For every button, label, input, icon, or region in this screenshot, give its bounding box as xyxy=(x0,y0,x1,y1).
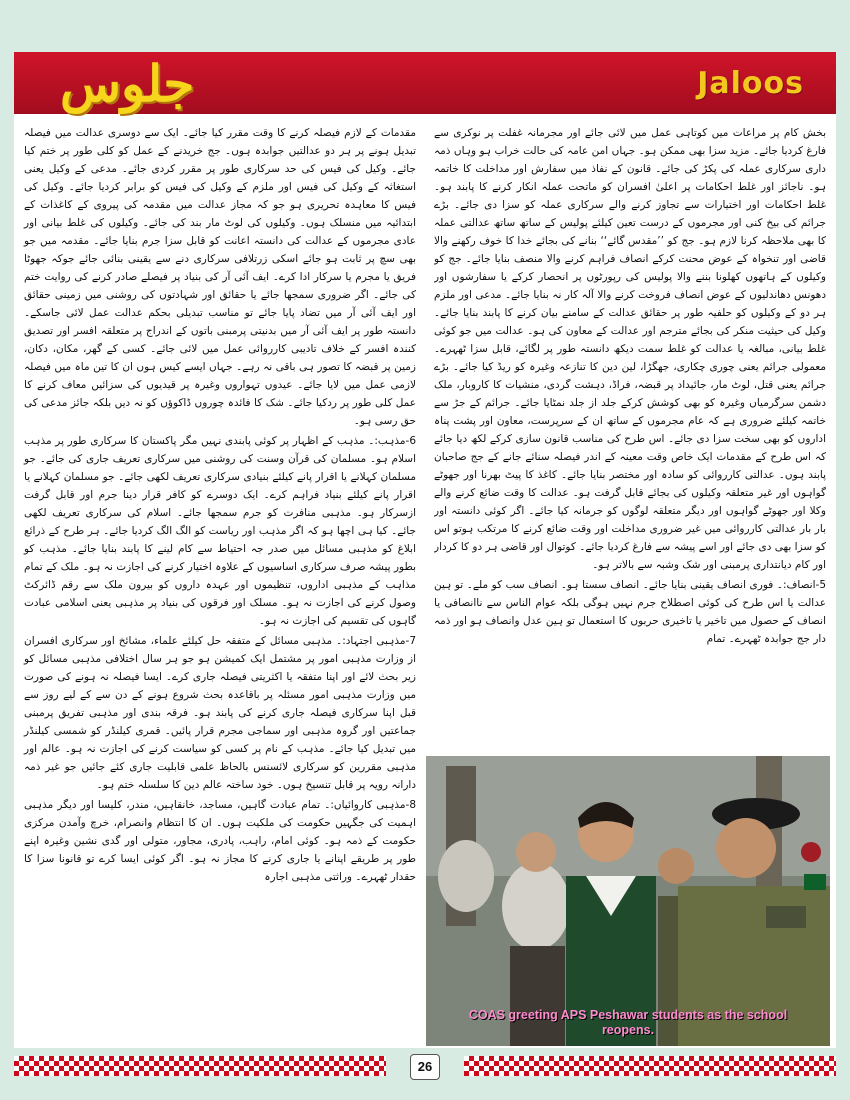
news-photo xyxy=(426,756,830,1046)
paragraph-justice-reforms: بخش کام پر مراعات میں کوتاہی عمل میں لائی جائے اور مجرمانہ غفلت پر نوکری سے فارغ کردیا جائے۔ مزید سزا بھی ممکن ہو۔ جہاں امن عامہ کی حالت خراب ہو وہاں ذمہ داری سرکاری عملہ کی پکڑ کی جائے۔ قانون کے نفاذ میں سفارش اور مداخلت کا خاتمہ ہو۔ ناجائز اور غلط احکامات پر اعلیٰ افسران کو ماتحت عملہ انکار کرنے کا پابند ہو۔ غلط احکامات اور اختیارات سے تجاوز کرنے والے سرکاری عملہ کو سزا دی جائے۔ بڑے جرائم کی بیخ کنی اور مجرموں کے درست تعین کیلئے پولیس کے ساتھ ساتھ عدالتی عملہ کا بھی ملاحظہ کرنا لازم ہو۔ جج کو ’’مقدس گائے‘‘ بنانے کی بجائے خدا کا خوف رکھنے والا قاضی اور تنخواہ کے عوض محنت کرکے انصاف فراہم کرنے والا منصف بنایا جائے۔ جج کو وکیلوں کے ہاتھوں کھلونا بننے والا پولیس کی رپورٹوں پر انحصار کرکے یا سفارشوں اور دھونس دھاندلیوں کے عوض انصاف فروخت کرنے والا آلہ کار نہ بنایا جائے۔ مدعی اور ملزم ہر دو کے وکیلوں کو حلفیہ طور پر حقائق عدالت کے سامنے بیان کرنے کا پابند بنایا جائے۔ وکیل کی حیثیت منکر کی بجائے مترجم اور عدالت کے معاون کی ہو۔ عدالت میں جو کوئی غلط بیانی، مبالغہ یا عدالت کو غلط سمت دیکھ دانستہ طور پر لگائے، قابل سزا ٹھہرے۔ معمولی جرائم یعنی چوری چکاری، جھگڑا، لین دین کا تنازعہ وغیرہ کو ریڈ کیا جائے۔ بڑے جرائم یعنی قتل، لوٹ مار، جائیداد پر قبضہ، فراڈ، دہشت گردی، منشیات کا کاروبار، ملک دشمن سرگرمیاں وغیرہ کو بھی کوشش کرکے جلد از جلد نمٹایا جائے۔ جرائم کے جڑ سے خاتمہ کیلئے ضروری ہے کہ عام مجرموں کے ساتھ ان کے سرپرست، معاون اور پشت پناہ اداروں کو بھی سخت سزا دی جائے۔ اس طرح کی مناسب قانون سازی کرکے لکھ دیا جائے کہ اس طرح کے مقدمات ایک خاص وقت معینہ کے اندر فیصلہ سنائے جانے کے جج صاحبان پابند ہوں۔ عدالتی کارروائی کو سادہ اور مختصر بنایا جائے۔ کاغذ کا پیٹ بھرنا اور جھوٹے گواہوں اور غیر متعلقہ وکیلوں کی بجائے قابل گرفت ہو۔ عدالت کا وقت ضائع کرنے والے وکلا اور جھوٹے گواہوں اور دیگر متعلقہ لوگوں کو جرمانہ کیا جائے۔ اگر کوئی دانستہ اور بار بار عدالتی کارروائی میں غیر ضروری مداخلت اور وقت ضائع کرنے کا مرتکب ہوتو اس کو سزا بھی دی جائے اور اسے پیشہ سے فارغ کردیا جائے۔ کوتوال اور قاضی ہر دو کا کردار اور کام دیانتداری پرمبنی اور شک وشبہ سے بالاتر ہو۔ xyxy=(434,127,826,571)
checker-border-right xyxy=(464,1056,836,1076)
masthead-latin-title: Jaloos xyxy=(697,66,804,101)
page-edge-left xyxy=(0,0,14,1100)
section-religious-ijtihad: 7-مذہبی اجتہاد:۔ مذہبی مسائل کے متفقہ حل کیلئے علماء، مشائخ اور سرکاری افسران از وزارت مذہبی امور پر مشتمل ایک کمیشن ہو جو ہر سال اختلافی مذہبی مسائل کو زیر بحث لائے اور اپنا متفقہ یا اکثریتی فیصلہ جاری کرے۔ ایسا فیصلہ نہ ہونے کی صورت میں وزارت مذہبی امور مسئلہ پر باقاعدہ بحث شروع ہونے کے دن سے کے لیے روز سے قبل اپنا سرکاری فیصلہ جاری کرنے کی پابند ہو۔ فرقہ بندی اور مذہبی تفریق پرمبنی جماعتیں اور گروہ مذہبی اور سماجی مجرم قرار پائیں۔ قمری کیلنڈر کو شمسی کیلنڈر میں تبدیل کیا جائے۔ مذہب کے نام پر کسی کو سیاست کرنے کی اجازت نہ ہو۔ عالم اور مذہبی مقررین کو سرکاری لائسنس بالحاظ علمی قابلیت جاری کئے جائیں جو غیر ذمہ دارانہ رویہ پر قابل تنسیخ ہوں۔ خود ساختہ عالم دین کا سلسلہ ختم ہو۔ xyxy=(24,635,416,791)
page-edge-right xyxy=(836,0,850,1100)
section-justice: 5-انصاف:۔ فوری انصاف یقینی بنایا جائے۔ انصاف سستا ہو۔ انصاف سب کو ملے۔ تو ہین عدالت یا اس طرح کی کوئی اصطلاح جرم نہیں ہوگی بلکہ عوام الناس سے ناانصافی یا انصاف کے حصول میں تاخیر یا تاخیری حربوں کا استعمال تو ہین عدل وانصاف ہو اور ذمہ دار جج جوابدہ ٹھہرے۔ تمام xyxy=(434,579,826,645)
article-column-right xyxy=(434,124,826,750)
masthead-urdu-logo: جلوس xyxy=(60,54,195,113)
section-religious-activities: 8-مذہبی کاروائیاں:۔ تمام عبادت گاہیں، مساجد، خانقاہیں، مندر، کلیسا اور دیگر مذہبی اہمیت کی جگہیں حکومت کی ملکیت ہوں۔ ان کا انتظام وانصرام، خرچ وآمدن مرکزی حکومت کے ذمہ ہو۔ کوئی امام، راہب، پادری، مجاور، متولی اور گدی نشین وغیرہ اپنے طور پر طریقے اپنانے یا جاری کرنے کا مجاز نہ ہو۔ اگر کوئی ایسا کرے تو قانونا سزا کا حقدار ٹھہرے۔ وراثتی مذہبی اجارہ xyxy=(24,799,416,883)
article-column-left xyxy=(24,124,416,954)
paragraph-court-cases: مقدمات کے لازم فیصلہ کرنے کا وقت مقرر کیا جائے۔ ایک سے دوسری عدالت میں فیصلہ تبدیل ہونے پر ہر دو عدالتیں جوابدہ ہوں۔ جج خریدنے کے عمل کو کلی طور پر ختم کیا جائے۔ وکیل کی فیس کی حد سرکاری طور پر مقرر کردی جائے۔ مدعی کے وکیل یعنی استغاثہ کے وکیل کی فیس اور ملزم کے وکیل کی فیس کو برابر کردیا جائے۔ وکیل کی فیس کا معاہدہ تحریری ہو جو کہ مجاز عدالت میں مقدمہ کی پیروی کے کاغذات کے ابتدائیہ میں منسلک ہوں۔ وکیلوں کی لوٹ مار بند کی جائے۔ وکیلوں کی غلط بیانی اور عادی مجرموں کے عدالت کی دانستہ اعانت کو قابل سزا جرم بنایا جائے۔ مقدمہ میں جو بھی سچ پر ثابت ہو جائے اسکی زرتلافی سرکاری دنے سے یقینی بنائی جائے جوکہ جھوٹا فریق یا مجرم یا سرکار ادا کرے۔ ایف آئی آر کی بنیاد پر فیصلے صادر کرنے کی روایت ختم کی جائے۔ اگر ضروری سمجھا جائے یا حقائق اور شہادتوں کی روشنی میں زمینی حقائق اور ایف آئی آر میں تضاد پایا جائے تو مناسب تبدیلی بحکم عدالت عمل لائی جاسکے۔ دانستہ طور پر ایف آئی آر میں بدنیتی پرمبنی باتوں کے اندراج پر متعلقہ افسر اور تصدیق کنندہ افسر کے خلاف تادیبی کارروائی عمل میں لائی جائے۔ کسی کے گھر، مکان، دکان، زمین پر قبضہ کا تصور ہی باقی نہ رہے۔ جہاں ایسے کیس ہوں ان کا تین ماہ میں فیصلہ لازمی عمل میں لایا جائے۔ عیدوں تہواروں وغیرہ پر قیدیوں کی سزائیں معاف کرنے کا عمل کلی طور پر ردکیا جائے۔ شک کا فائدہ چوروں ڈاکوؤں کو نہ دیں بلکہ جائز مدعی کی حق رسی ہو۔ xyxy=(24,127,416,427)
top-band xyxy=(0,0,850,52)
page-number: 26 xyxy=(410,1054,440,1080)
photo-caption: COAS greeting APS Peshawar students as the school reopens. xyxy=(468,1008,788,1037)
photo-illustration xyxy=(426,756,830,1046)
checker-border-left xyxy=(14,1056,386,1076)
section-religion: 6-مذہب:۔ مذہب کے اظہار پر کوئی پابندی نہیں مگر پاکستان کا سرکاری طور پر مذہب اسلام ہو۔ مسلمان کی قرآن وسنت کی روشنی میں سرکاری تعریف جاری کی جائے۔ جو مسلمان کہلانے یا اقرار پانے کیلئے بنیادی سرکاری تعریف لکھی جائے۔ جو مسلمان کہلانے یا اقرار پانے کیلئے بنیاد فراہم کرے۔ ایک دوسرے کو کافر قرار دینا جرم اور قابل گرفت ازسرکار ہو۔ مذہبی منافرت کو جرم سمجھا جائے۔ اسلام کی سرکاری تعریف لکھی جائے۔ کیا ہی اچھا ہو کہ اگر مذہب اور ریاست کو الگ الگ کردیا جائے۔ ہر طرح کے ذرائع ابلاغ کو مذہبی مسائل میں صدر جہ احتیاط سے کام لینے کا پابند بنایا جائے۔ مذہب کو بطور پیشہ صرف سرکاری اساسیوں کے علاوہ اختیار کرنے کی اجازت نہ ہو۔ ملک کے تمام مذاہب کے مذہبی اداروں، تنظیموں اور عہدہ داروں کو بیرون ملک سے رقم ڈائرکٹ وصول کرنے کی اجازت نہ ہو۔ مسلک اور فرقوں کی بنیاد پر مذہبی یعنی اسلامی عبادت گاہوں کی تقسیم کی اجازت نہ ہو۔ xyxy=(24,435,416,627)
